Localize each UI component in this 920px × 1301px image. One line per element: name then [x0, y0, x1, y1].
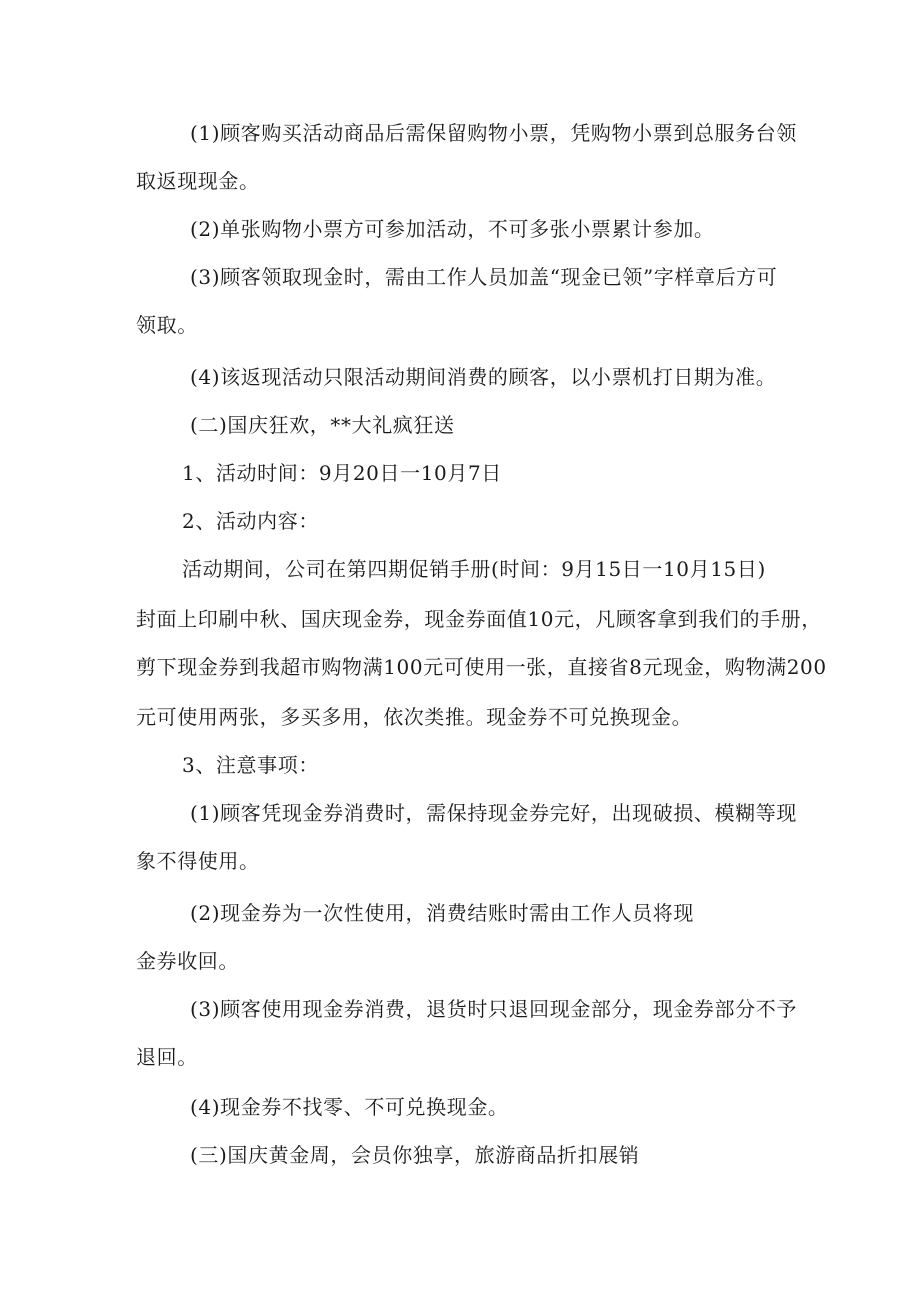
- text-line-17: (2)现金券为一次性使用，消费结账时需由工作人员将现: [190, 901, 694, 925]
- text-line-3: (2)单张购物小票方可参加活动，不可多张小票累计参加。: [190, 217, 715, 241]
- text-line-14: 3、注意事项：: [182, 753, 319, 777]
- text-line-11: 封面上印刷中秋、国庆现金券，现金券面值10元，凡顾客拿到我们的手册，: [136, 607, 822, 631]
- text-line-1: (1)顾客购买活动商品后需保留购物小票，凭购物小票到总服务台领: [190, 121, 797, 145]
- text-line-6: (4)该返现活动只限活动期间消费的顾客，以小票机打日期为准。: [190, 365, 777, 389]
- text-line-8: 1、活动时间：9月20日一10月7日: [182, 461, 502, 485]
- section-heading-2: (二)国庆狂欢，**大礼疯狂送: [190, 413, 455, 437]
- text-line-2: 取返现现金。: [136, 169, 260, 193]
- text-line-12: 剪下现金券到我超市购物满100元可使用一张，直接省8元现金，购物满200: [136, 655, 827, 679]
- text-line-19: (3)顾客使用现金券消费，退货时只退回现金部分，现金券部分不予: [190, 997, 797, 1021]
- text-line-18: 金券收回。: [136, 949, 239, 973]
- text-line-13: 元可使用两张，多买多用，依次类推。现金券不可兑换现金。: [136, 705, 693, 729]
- text-line-5: 领取。: [136, 313, 198, 337]
- text-line-15: (1)顾客凭现金券消费时，需保持现金券完好，出现破损、模糊等现: [190, 801, 797, 825]
- text-line-21: (4)现金券不找零、不可兑换现金。: [190, 1095, 509, 1119]
- text-line-4: (3)顾客领取现金时，需由工作人员加盖“现金已领”字样章后方可: [190, 265, 778, 289]
- text-line-16: 象不得使用。: [136, 849, 260, 873]
- text-line-20: 退回。: [136, 1045, 198, 1069]
- text-line-9: 2、活动内容：: [182, 509, 319, 533]
- text-line-10: 活动期间，公司在第四期促销手册(时间：9月15日一10月15日): [182, 557, 766, 581]
- section-heading-3: (三)国庆黄金周，会员你独享，旅游商品折扣展销: [190, 1143, 640, 1167]
